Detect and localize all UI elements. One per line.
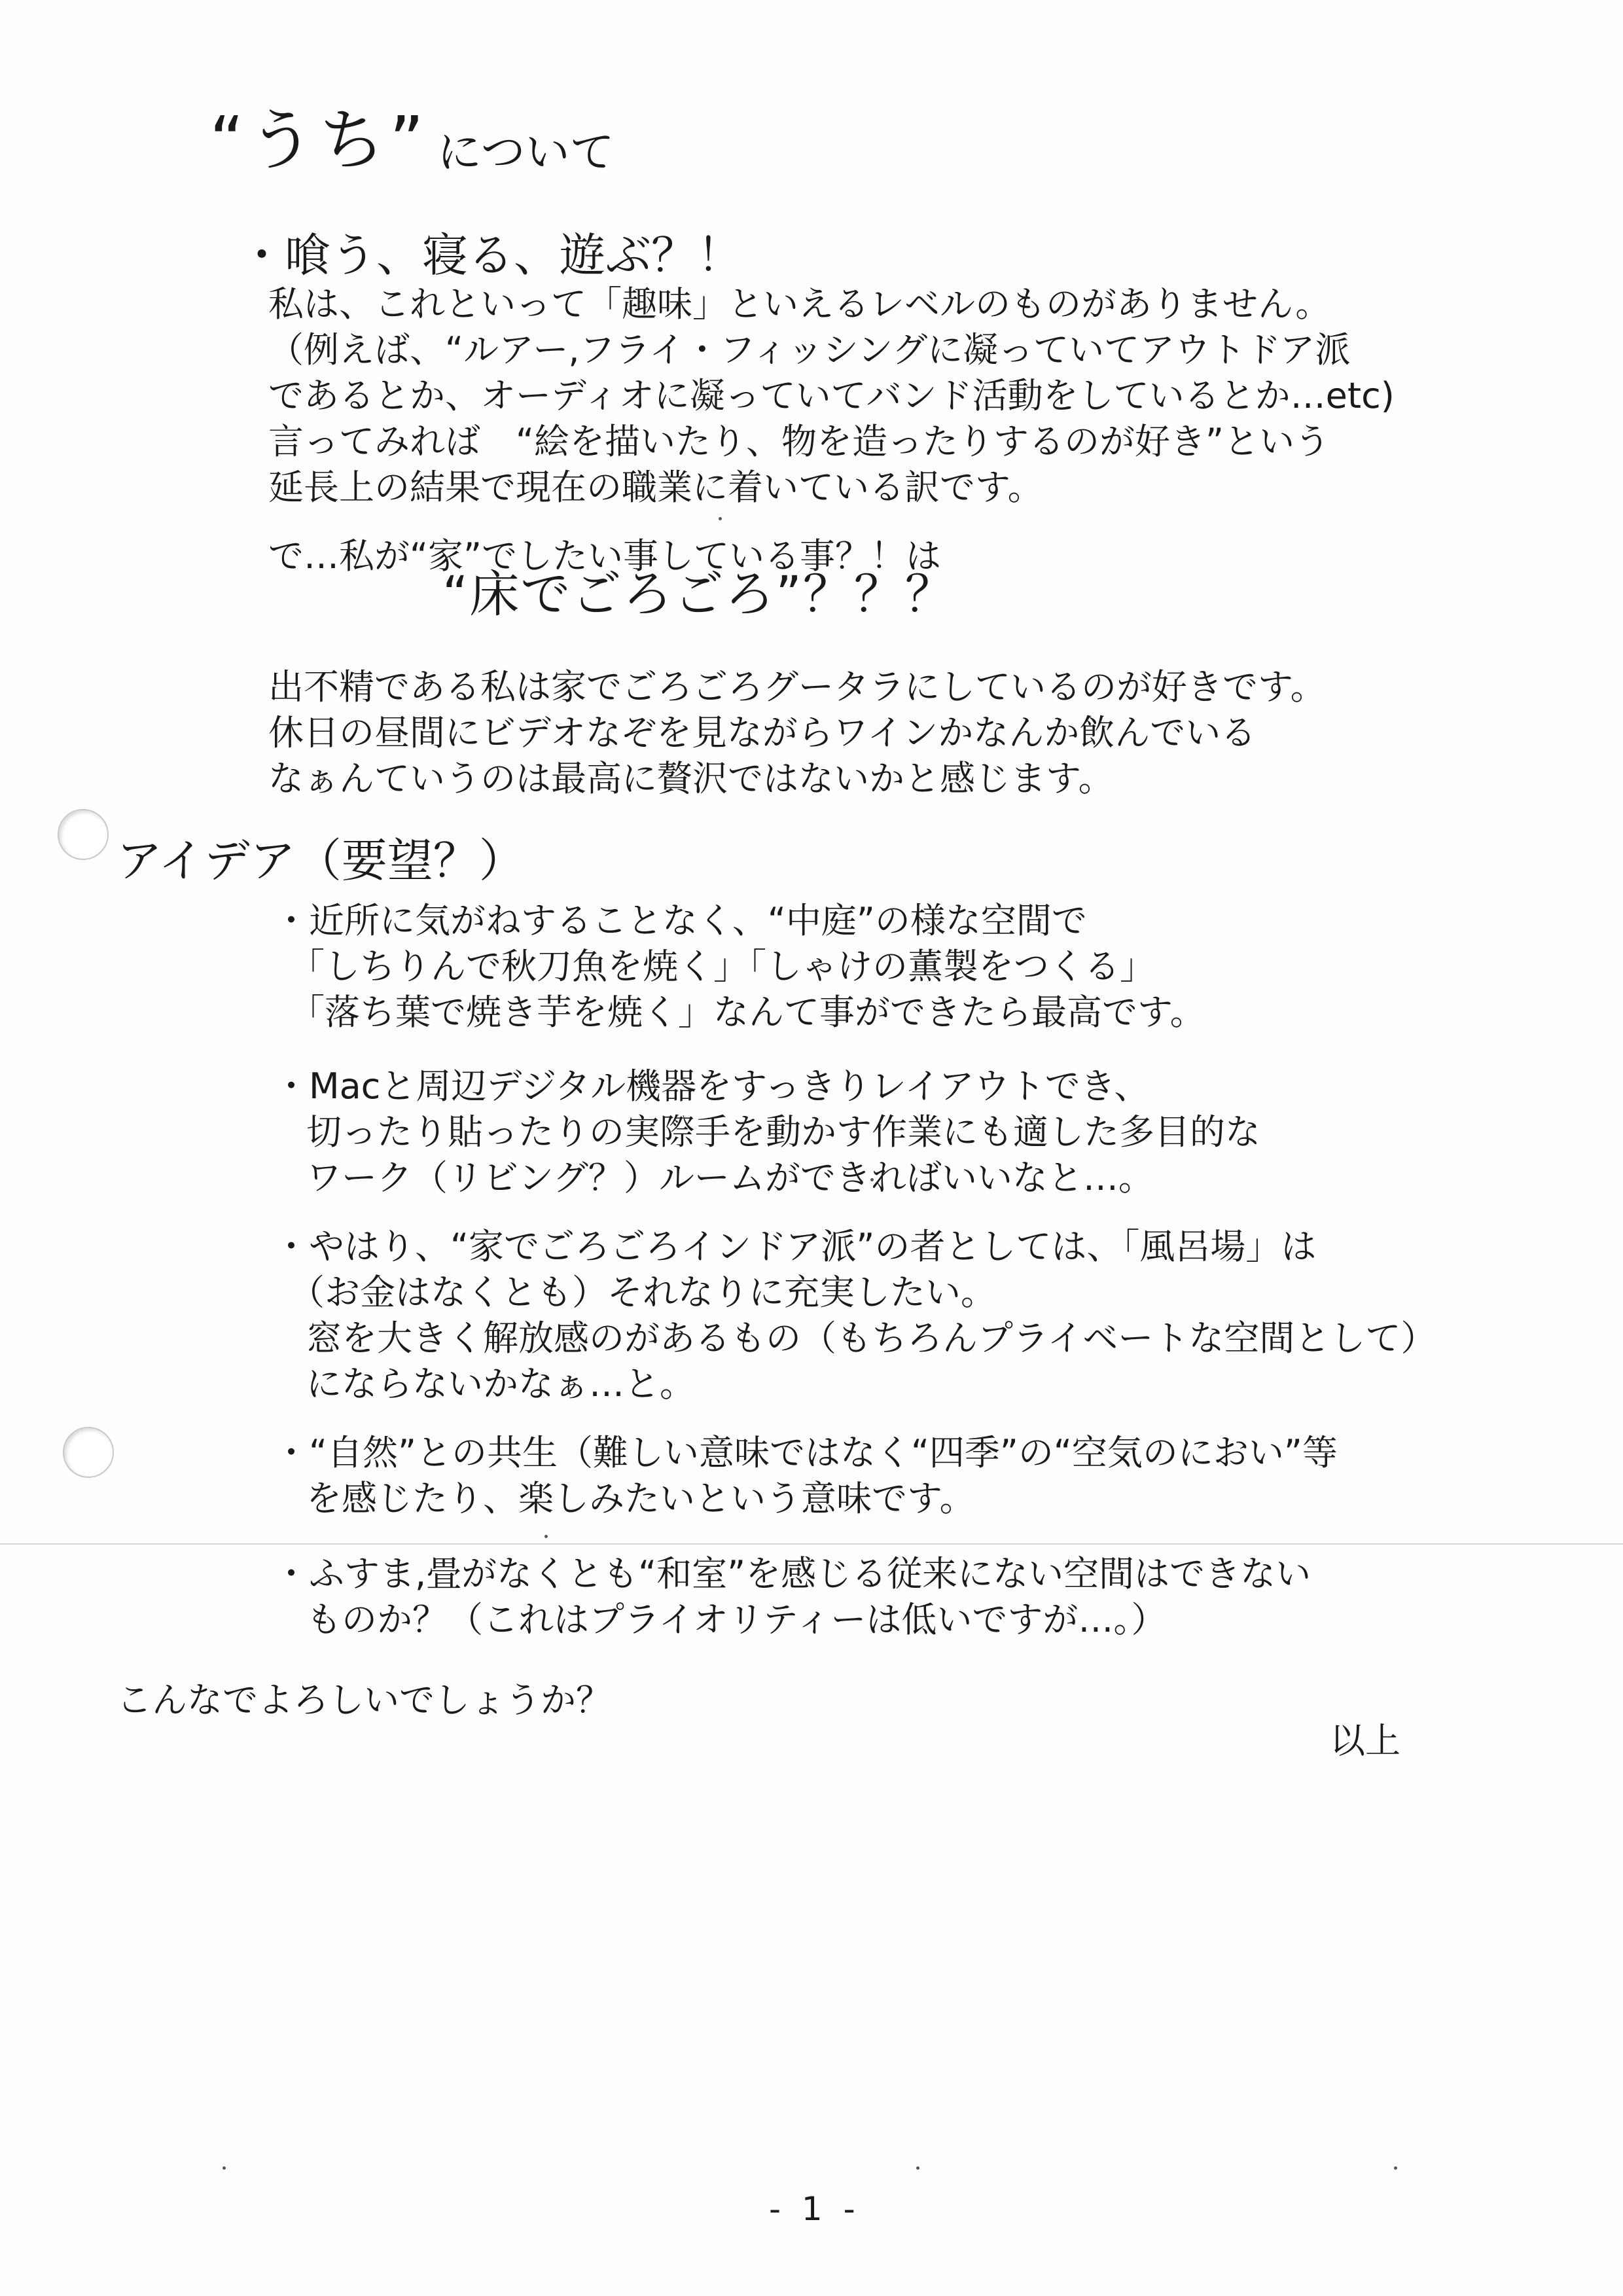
- idea-item-washitsu: [274, 1551, 1311, 1643]
- idea-line: ・やはり、“家でごろごろインドア派”の者としては、「風呂場」は: [274, 1226, 1317, 1267]
- idea-item-workroom: [274, 1064, 1260, 1201]
- page-title: “うち”: [209, 102, 428, 180]
- idea-line: ものか？（これはプライオリティーは低いですが…。）: [306, 1599, 1167, 1640]
- idea-line: にならないかなぁ…と。: [306, 1363, 695, 1405]
- section-heading-lifestyle: ・喰う、寝る、遊ぶ？！: [239, 228, 743, 282]
- idea-line: （お金はなくとも）それなりに充実したい。: [289, 1272, 996, 1313]
- scan-speck: [719, 517, 722, 520]
- punch-hole: [58, 809, 109, 860]
- question-line: で…私が“家”でしたい事している事？！は: [268, 535, 941, 577]
- closing-remark: こんなでよろしいでしょうか？: [116, 1679, 611, 1721]
- paragraph-line: 私は、これといって「趣味」といえるレベルのものがありません。: [268, 283, 1331, 325]
- idea-line: 「落ち葉で焼き芋を焼く」なんて事ができたら最高です。: [289, 992, 1205, 1033]
- idea-line: ワーク（リビング？）ルームができればいいなと…。: [306, 1157, 1154, 1198]
- idea-item-courtyard: [274, 898, 1205, 1035]
- page-title-suffix: について: [437, 127, 615, 179]
- idea-item-nature: [274, 1430, 1338, 1522]
- paragraph-line: 言ってみれば “絵を描いたり、物を造ったりするのが好き”という: [268, 421, 1330, 462]
- scan-speck: [544, 1535, 548, 1538]
- fold-line: [0, 1543, 1623, 1545]
- idea-line: 窓を大きく解放感のがあるもの（もちろんプライベートな空間として）: [306, 1318, 1436, 1359]
- punch-hole: [63, 1427, 114, 1478]
- paragraph-line: 休日の昼間にビデオなぞを見ながらワインかなんか飲んでいる: [268, 712, 1257, 753]
- paragraph-line: なぁんていうのは最高に贅沢ではないかと感じます。: [268, 758, 1114, 799]
- paragraph-line: 延長上の結果で現在の職業に着いている訳です。: [268, 467, 1043, 508]
- scan-speck: [223, 2166, 226, 2170]
- section-heading-ideas: アイデア（要望？）: [116, 834, 525, 888]
- scan-speck: [916, 2166, 919, 2170]
- scan-speck: [1394, 2166, 1397, 2170]
- signoff: 以上: [1330, 1720, 1400, 1761]
- paragraph-line: 出不精である私は家でごろごろグータラにしているのが好きです。: [268, 666, 1326, 708]
- page-number: - 1 -: [769, 2190, 861, 2228]
- section-lifestyle-body: [268, 281, 1395, 511]
- idea-line: 切ったり貼ったりの実際手を動かす作業にも適した多目的な: [306, 1111, 1260, 1153]
- section-lifestyle-tail: [268, 664, 1326, 802]
- answer-emphasis: “床でごろごろ”？？？: [442, 565, 956, 623]
- idea-line: 「しちりんで秋刀魚を焼く」「しゃけの薫製をつくる」: [289, 946, 1155, 987]
- paragraph-line: であるとか、オーディオに凝っていてバンド活動をしているとか…etc): [268, 375, 1395, 416]
- idea-line: ・Macと周辺デジタル機器をすっきりレイアウトでき、: [274, 1066, 1150, 1107]
- idea-item-bathroom: [274, 1224, 1436, 1407]
- idea-line: ・近所に気がねすることなく、“中庭”の様な空間で: [274, 900, 1087, 941]
- paragraph-line: （例えば、“ルアー,フライ・フィッシングに凝っていてアウトドア派: [268, 329, 1351, 370]
- idea-line: ・ふすま,畳がなくとも“和室”を感じる従来にない空間はできない: [274, 1553, 1311, 1594]
- idea-line: ・“自然”との共生（難しい意味ではなく“四季”の“空気のにおい”等: [274, 1432, 1338, 1473]
- idea-line: を感じたり、楽しみたいという意味です。: [306, 1478, 975, 1519]
